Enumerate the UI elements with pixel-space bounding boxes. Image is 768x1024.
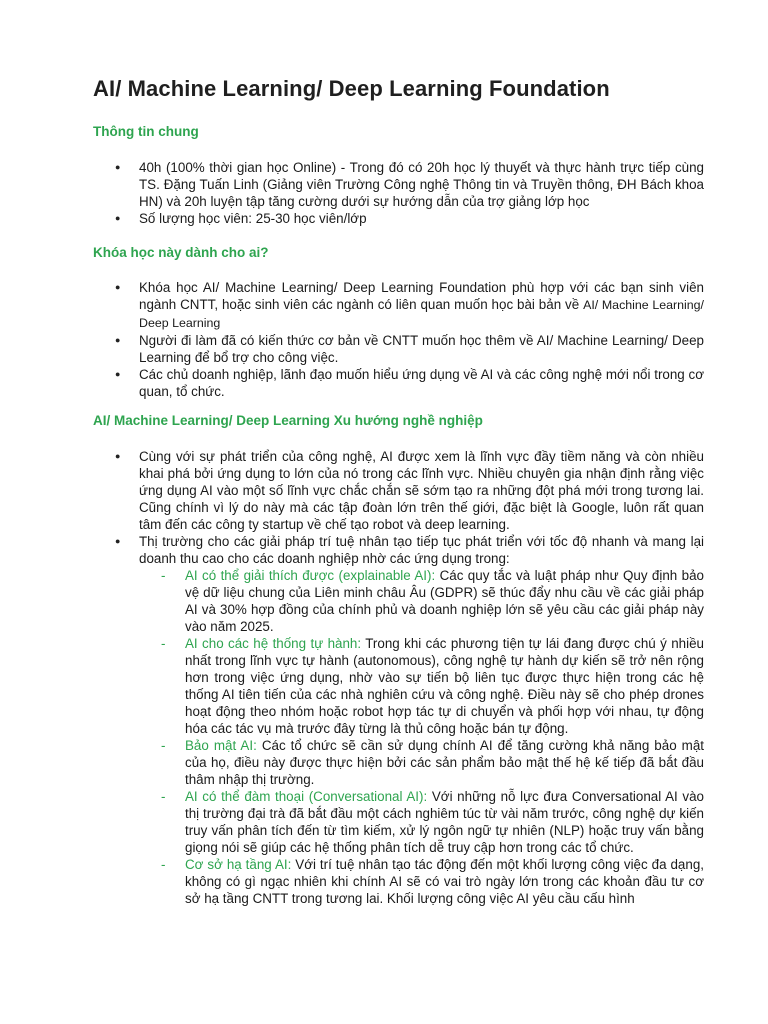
document-title: AI/ Machine Learning/ Deep Learning Foundation: [93, 76, 610, 101]
sublist-item-text: Với trí tuệ nhân tạo tác động đến một khối lượng công việc đa dạng, không có gì ngạc nhiên khi chính AI sẽ có vai trò ngày lớn trong các khoản đầu tư cơ sở hạ tầng CNTT trong tương lai. Khối lượng công việc AI yêu cầu cấu hình: [185, 857, 704, 906]
audience-list: [93, 279, 704, 400]
sublist-item: [139, 737, 704, 788]
section-heading-audience: Khóa học này dành cho ai?: [93, 245, 269, 260]
sublist-item: [139, 856, 704, 907]
list-item-tail: AI/ Machine Learning/ Deep Learning: [139, 298, 704, 330]
sublist-item-label: Bảo mật AI:: [185, 738, 257, 753]
list-item: [93, 279, 704, 332]
list-item: [93, 533, 704, 907]
list-item-text: Khóa học AI/ Machine Learning/ Deep Learning Foundation phù hợp với các bạn sinh viên ngành CNTT, hoặc sinh viên các ngành có liên quan muốn học bài bản về: [139, 280, 704, 312]
sublist-item: [139, 567, 704, 635]
sublist-item-label: Cơ sở hạ tầng AI:: [185, 857, 292, 872]
section-heading-career-trends: AI/ Machine Learning/ Deep Learning Xu hướng nghề nghiệp: [93, 413, 483, 428]
list-item: ● 40h (100% thời gian học Online) - Trong đó có 20h học lý thuyết và thực hành trực tiếp cùng TS. Đặng Tuấn Linh (Giảng viên Trường Công nghệ Thông tin và Truyền thông, ĐH Bách khoa HN) và 20h luyện tập tăng cường dưới sự hướng dẫn của trợ giảng lớp học: [93, 159, 704, 210]
list-item: ● Các chủ doanh nghiệp, lãnh đạo muốn hiểu ứng dụng về AI và các công nghệ mới nổi trong cơ quan, tổ chức.: [93, 366, 704, 400]
sublist-item-text: Trong khi các phương tiện tự lái đang được chú ý nhiều nhất trong lĩnh vực tự hành (autonomous), công nghệ tự hành dự kiến sẽ trở nên rộng hơn trong việc ứng dụng, nhờ vào sự tiến bộ liên tục được thực hiện trong các hệ thống AI tiên tiến của các nhà nghiên cứu và công nghệ. Điều này sẽ cho phép drones hoạt động theo nhóm hoặc robot hợp tác tự di chuyển và phối hợp với nhau, tự động hóa các tác vụ mà trước đây từng là thủ công hoặc bán tự động.: [185, 636, 704, 736]
sublist-item-label: AI có thể đàm thoại (Conversational AI):: [185, 789, 428, 804]
sublist-item-label: AI cho các hệ thống tự hành:: [185, 636, 362, 651]
list-item: ● Số lượng học viên: 25-30 học viên/lớp: [93, 210, 704, 227]
sublist-item-text: Với những nỗ lực đưa Conversational AI vào thị trường đại trà đã bắt đầu một cách nghiêm túc từ vài năm trước, công nghệ dự kiến truy vấn phân tích đến từ tìm kiếm, xử lý ngôn ngữ tự nhiên (NLP) hoặc truy vấn bằng giọng nói sẽ giúp các hệ thống phân tích dễ truy cập hơn trong các tổ chức.: [185, 789, 704, 855]
sublist-item-label: AI có thể giải thích được (explainable AI):: [185, 568, 436, 583]
sublist-item-text: Các tổ chức sẽ cần sử dụng chính AI để tăng cường khả năng bảo mật của họ, điều này được thực hiện bởi các sản phẩm bảo mật thế hệ kế tiếp đã bắt đầu thâm nhập thị trường.: [185, 738, 704, 787]
career-trends-list: [93, 448, 704, 907]
sublist-item: [139, 788, 704, 856]
sublist-item: [139, 635, 704, 737]
list-item: ● Cùng với sự phát triển của công nghệ, AI được xem là lĩnh vực đầy tiềm năng và còn nhiều khai phá bởi ứng dụng to lớn của nó trong các lĩnh vực. Nhiều chuyên gia nhận định rằng việc ứng dụng AI vào một số lĩnh vực chắc chắn sẽ sớm tạo ra những đột phá mới trong tương lai. Cũng chính vì lý do này mà các tập đoàn lớn trên thế giới, đặc biệt là Google, luôn rất quan tâm đến các công ty startup về chế tạo robot và deep learning.: [93, 448, 704, 533]
list-item-text: Thị trường cho các giải pháp trí tuệ nhân tạo tiếp tục phát triển với tốc độ nhanh và mang lại doanh thu cao cho các doanh nghiệp nhờ các ứng dụng trong:: [139, 534, 704, 566]
general-info-list: [93, 159, 704, 227]
applications-sublist: [139, 567, 704, 907]
sublist-item-text: Các quy tắc và luật pháp như Quy định bảo vệ dữ liệu chung của Liên minh châu Âu (GDPR) sẽ thúc đẩy nhu cầu về các giải pháp AI và 30% hợp đồng của chính phủ và doanh nghiệp lớn sẽ yêu cầu các giải pháp này vào năm 2025.: [185, 568, 704, 634]
list-item: ● Người đi làm đã có kiến thức cơ bản về CNTT muốn học thêm về AI/ Machine Learning/ Deep Learning để bổ trợ cho công việc.: [93, 332, 704, 366]
section-heading-general-info: Thông tin chung: [93, 124, 199, 139]
